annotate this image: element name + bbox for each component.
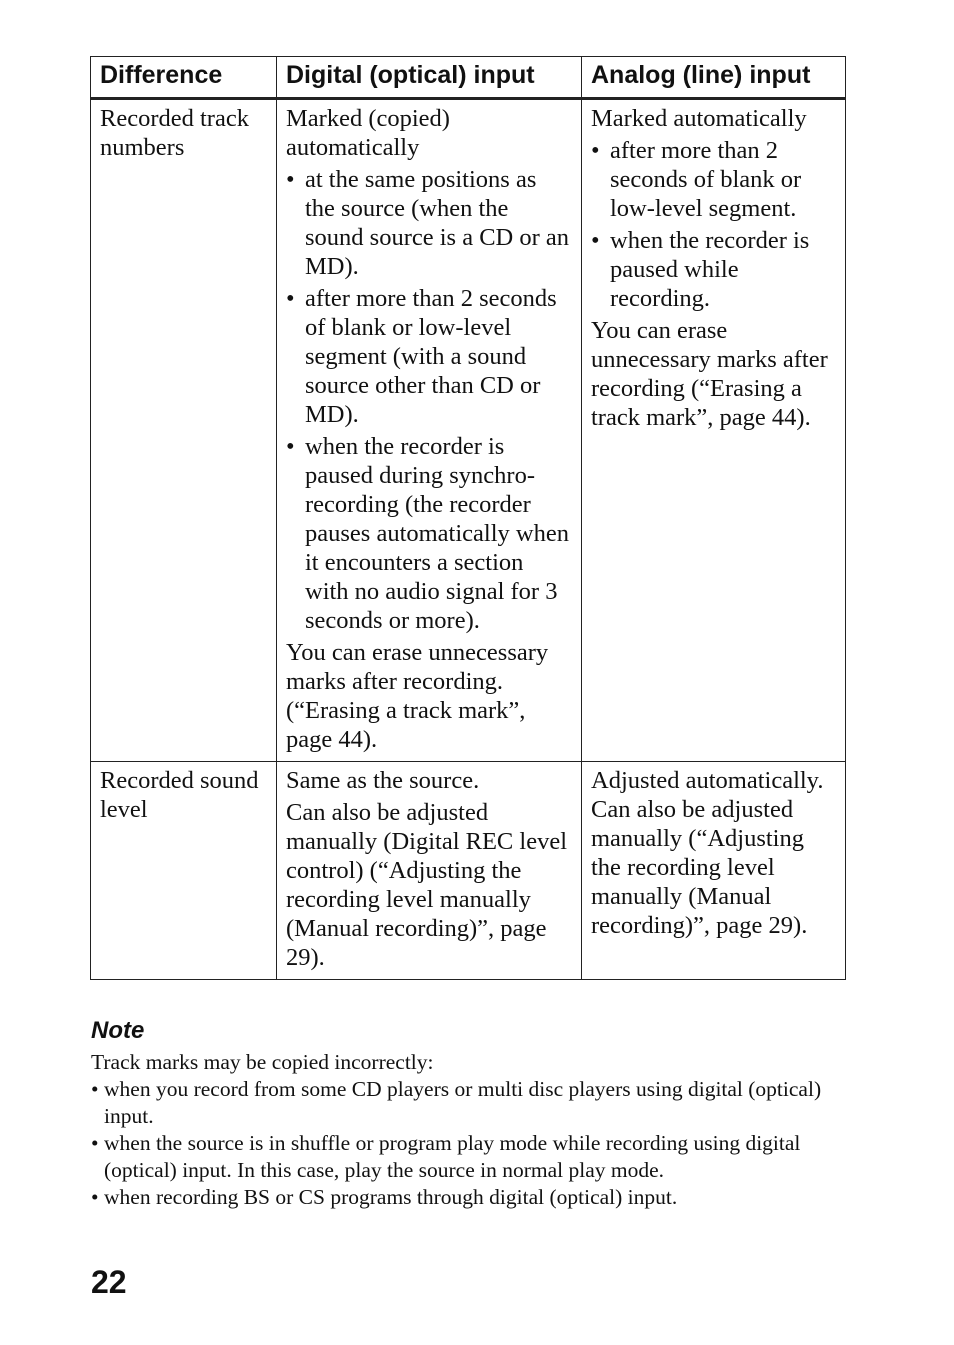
table-header-row <box>91 57 846 99</box>
digital-track-intro: Marked (copied) automatically <box>286 105 450 161</box>
page-number: 22 <box>91 1264 127 1300</box>
digital-track-bullet: • after more than 2 seconds of blank or low-level segment (with a sound source other than CD or MD). <box>286 284 572 429</box>
cell-analog-track-numbers <box>582 99 846 762</box>
header-digital-input: Digital (optical) input <box>277 57 582 99</box>
table-row-track-numbers <box>91 99 846 762</box>
cell-digital-sound-level <box>277 762 582 980</box>
analog-level-text: Adjusted automatically. Can also be adjusted manually (“Adjusting the recording level manually (Manual recording)”, page 29). <box>591 767 824 939</box>
note-title: Note <box>91 1017 145 1044</box>
header-difference: Difference <box>91 57 277 99</box>
analog-track-outro: You can erase unnecessary marks after recording (“Erasing a track mark”, page 44). <box>591 317 828 431</box>
digital-track-bullet: • at the same positions as the source (when the sound source is a CD or an MD). <box>286 165 572 281</box>
note-list <box>91 1076 831 1211</box>
note-item: • when you record from some CD players or multi disc players using digital (optical) input. <box>91 1076 831 1130</box>
note-section <box>91 1016 831 1211</box>
analog-track-bullets <box>591 136 836 313</box>
row-label-sound-level: Recorded sound level <box>91 762 277 980</box>
analog-track-bullet: • when the recorder is paused while recording. <box>591 226 836 313</box>
row-label-track-numbers: Recorded track numbers <box>91 99 277 762</box>
table-row-sound-level <box>91 762 846 980</box>
digital-level-line1: Same as the source. <box>286 767 480 794</box>
cell-analog-sound-level <box>582 762 846 980</box>
header-analog-input: Analog (line) input <box>582 57 846 99</box>
digital-track-bullet: • when the recorder is paused during synchro-recording (the recorder pauses automatically when it encounters a section with no audio signal for 3 seconds or more). <box>286 432 572 635</box>
note-intro: Track marks may be copied incorrectly: <box>91 1050 434 1074</box>
digital-level-line2: Can also be adjusted manually (Digital REC level control) (“Adjusting the recording level manually (Manual recording)”, page 29). <box>286 799 568 971</box>
analog-track-bullet: • after more than 2 seconds of blank or low-level segment. <box>591 136 836 223</box>
note-item: • when the source is in shuffle or program play mode while recording using digital (optical) input. In this case, play the source in normal play mode. <box>91 1130 831 1184</box>
analog-track-intro: Marked automatically <box>591 105 807 132</box>
cell-digital-track-numbers <box>277 99 582 762</box>
comparison-table <box>90 56 846 980</box>
digital-track-outro: You can erase unnecessary marks after recording. (“Erasing a track mark”, page 44). <box>286 639 549 753</box>
note-item: • when recording BS or CS programs through digital (optical) input. <box>91 1184 831 1211</box>
digital-track-bullets <box>286 165 572 635</box>
